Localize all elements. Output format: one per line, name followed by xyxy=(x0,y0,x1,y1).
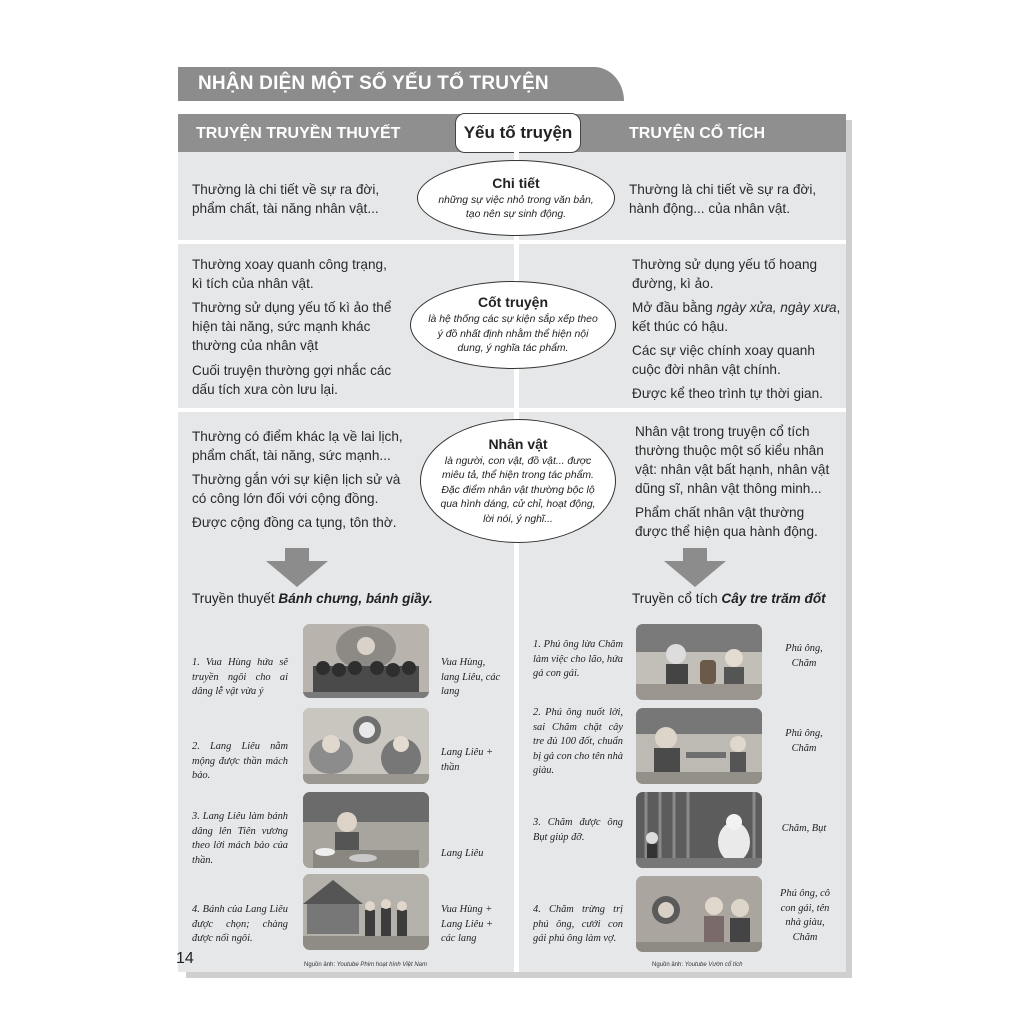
oval-detail-desc: những sự việc nhỏ trong văn bản, tạo nên sự sinh động. xyxy=(438,194,594,220)
down-arrow-icon xyxy=(664,548,726,588)
oval-plot-desc: là hệ thống các sự kiện sắp xếp theo ý đồ nhất định nhằm thể hiện nội dung, ý nghĩa tác phẩm. xyxy=(428,314,598,355)
detail-fairy-text xyxy=(629,180,837,223)
legend-image-4 xyxy=(303,874,429,950)
row-divider-1 xyxy=(178,240,846,244)
character-legend-item-3: Được cộng đồng ca tụng, tôn thờ. xyxy=(192,515,397,530)
fairy-image-source: Nguồn ảnh: Youtube Vườn cổ tích xyxy=(652,962,743,968)
character-fairy-item-2: Phẩm chất nhân vật thường được thể hiện qua hành động. xyxy=(635,505,818,539)
fairy-image-4 xyxy=(636,876,762,952)
legend-story-title: Truyền thuyết Bánh chưng, bánh giầy. xyxy=(192,591,433,606)
legend-role-4: Vua Hùng + Lang Liêu + các lang xyxy=(441,904,494,945)
legend-step-1: 1. Vua Hùng hứa sẽ truyền ngôi cho ai dâng lễ vật vừa ý xyxy=(192,657,288,698)
character-fairy-item-1: Nhân vật trong truyện cổ tích thường thuộc một số kiểu nhân vật: nhân vật bất hạnh, nhân vật dũng sĩ, nhân vật thông minh... xyxy=(635,424,830,496)
column-divider xyxy=(514,152,519,972)
fairy-image-3 xyxy=(636,792,762,868)
oval-character-title: Nhân vật xyxy=(488,435,548,452)
legend-role-3: Lang Liêu xyxy=(441,848,484,859)
plot-fairy-item-3: Các sự việc chính xoay quanh cuộc đời nhân vật chính. xyxy=(632,343,815,377)
fairy-step-2: 2. Phú ông nuốt lời, sai Chăm chặt cây tre đủ 100 đốt, chuẩn bị gả con cho tên nhà giàu. xyxy=(533,707,623,777)
plot-legend-item-1: Thường xoay quanh công trạng, kì tích của nhân vật. xyxy=(192,257,387,291)
plot-legend-item-3: Cuối truyện thường gợi nhắc các dấu tích xưa còn lưu lại. xyxy=(192,363,392,397)
fairy-role-3: Chăm, Bụt xyxy=(781,823,827,834)
plot-fairy-item-1: Thường sử dụng yếu tố hoang đường, kì ảo. xyxy=(632,257,818,291)
character-fairy-text xyxy=(635,422,835,546)
page-title: NHẬN DIỆN MỘT SỐ YẾU TỐ TRUYỆN xyxy=(178,67,624,101)
fairy-step-1: 1. Phú ông lừa Chăm làm việc cho lão, hứa gả con gái. xyxy=(533,639,623,680)
fairy-role-2: Phú ông, Chăm xyxy=(785,728,823,754)
fairy-step-3: 3. Chăm được ông Bụt giúp đỡ. xyxy=(533,817,623,843)
oval-plot-title: Cốt truyện xyxy=(478,294,548,311)
legend-role-1: Vua Hùng, lang Liêu, các lang xyxy=(441,657,501,698)
oval-detail-title: Chi tiết xyxy=(492,174,540,191)
fairy-image-2 xyxy=(636,708,762,784)
fairy-image-1 xyxy=(636,624,762,700)
character-legend-item-2: Thường gắn với sự kiện lịch sử và có công lớn đối với cộng đồng. xyxy=(192,472,401,506)
legend-step-2: 2. Lang Liêu nằm mộng được thần mách bảo. xyxy=(192,741,288,782)
header-fairy-tale: TRUYỆN CỔ TÍCH xyxy=(629,125,765,142)
legend-image-source: Nguồn ảnh: Youtube Phim hoạt hình Việt Nam xyxy=(304,962,427,968)
legend-image-2 xyxy=(303,708,429,784)
fairy-story-title: Truyền cổ tích Cây tre trăm đốt xyxy=(632,591,826,606)
panel-shadow-right xyxy=(846,120,852,978)
fairy-step-4: 4. Chăm trừng trị phú ông, cưới con gái phú ông làm vợ. xyxy=(533,904,623,945)
plot-fairy-text xyxy=(632,255,844,408)
panel-shadow-bottom xyxy=(186,972,852,978)
fairy-role-4: Phú ông, cô con gái, tên nhà giàu, Chăm xyxy=(780,888,830,943)
character-legend-item-1: Thường có điểm khác lạ về lai lịch, phẩm chất, tài năng, sức mạnh... xyxy=(192,429,403,463)
header-story-elements: Yếu tố truyện xyxy=(455,113,581,153)
detail-fairy-item: Thường là chi tiết về sự ra đời, hành động... của nhân vật. xyxy=(629,182,817,216)
oval-detail xyxy=(417,160,615,236)
oval-character-desc: là người, con vật, đồ vật... được miêu tả, thể hiện trong tác phẩm. Đặc điểm nhân vật thường bộc lộ qua hình dáng, cử chỉ, hoạt động, lời nói, ý nghĩ... xyxy=(440,455,596,525)
character-legend-text xyxy=(192,427,404,537)
oval-plot xyxy=(410,281,616,369)
legend-image-3 xyxy=(303,792,429,868)
legend-role-2: Lang Liêu + thần xyxy=(441,747,494,773)
page-number: 14 xyxy=(176,950,194,967)
plot-fairy-item-2: Mở đầu bằng ngày xửa, ngày xưa, kết thúc có hậu. xyxy=(632,300,841,334)
down-arrow-icon xyxy=(266,548,328,588)
detail-legend-item: Thường là chi tiết về sự ra đời, phẩm chất, tài năng nhân vật... xyxy=(192,182,380,216)
oval-character xyxy=(420,419,616,543)
legend-step-4: 4. Bánh của Lang Liêu được chọn; chàng được nối ngôi. xyxy=(192,904,288,945)
detail-legend-text xyxy=(192,180,410,223)
header-legend: TRUYỆN TRUYỀN THUYẾT xyxy=(196,125,401,142)
row-divider-2 xyxy=(178,408,846,412)
legend-image-1 xyxy=(303,624,429,698)
fairy-role-1: Phú ông, Chăm xyxy=(785,643,823,669)
plot-fairy-item-4: Được kể theo trình tự thời gian. xyxy=(632,386,823,401)
plot-legend-text xyxy=(192,255,400,404)
plot-legend-item-2: Thường sử dụng yếu tố kì ảo thể hiện tài năng, sức mạnh khác thường của nhân vật xyxy=(192,300,392,353)
legend-step-3: 3. Lang Liêu làm bánh dâng lên Tiên vương theo lời mách bảo của thần. xyxy=(192,811,288,866)
